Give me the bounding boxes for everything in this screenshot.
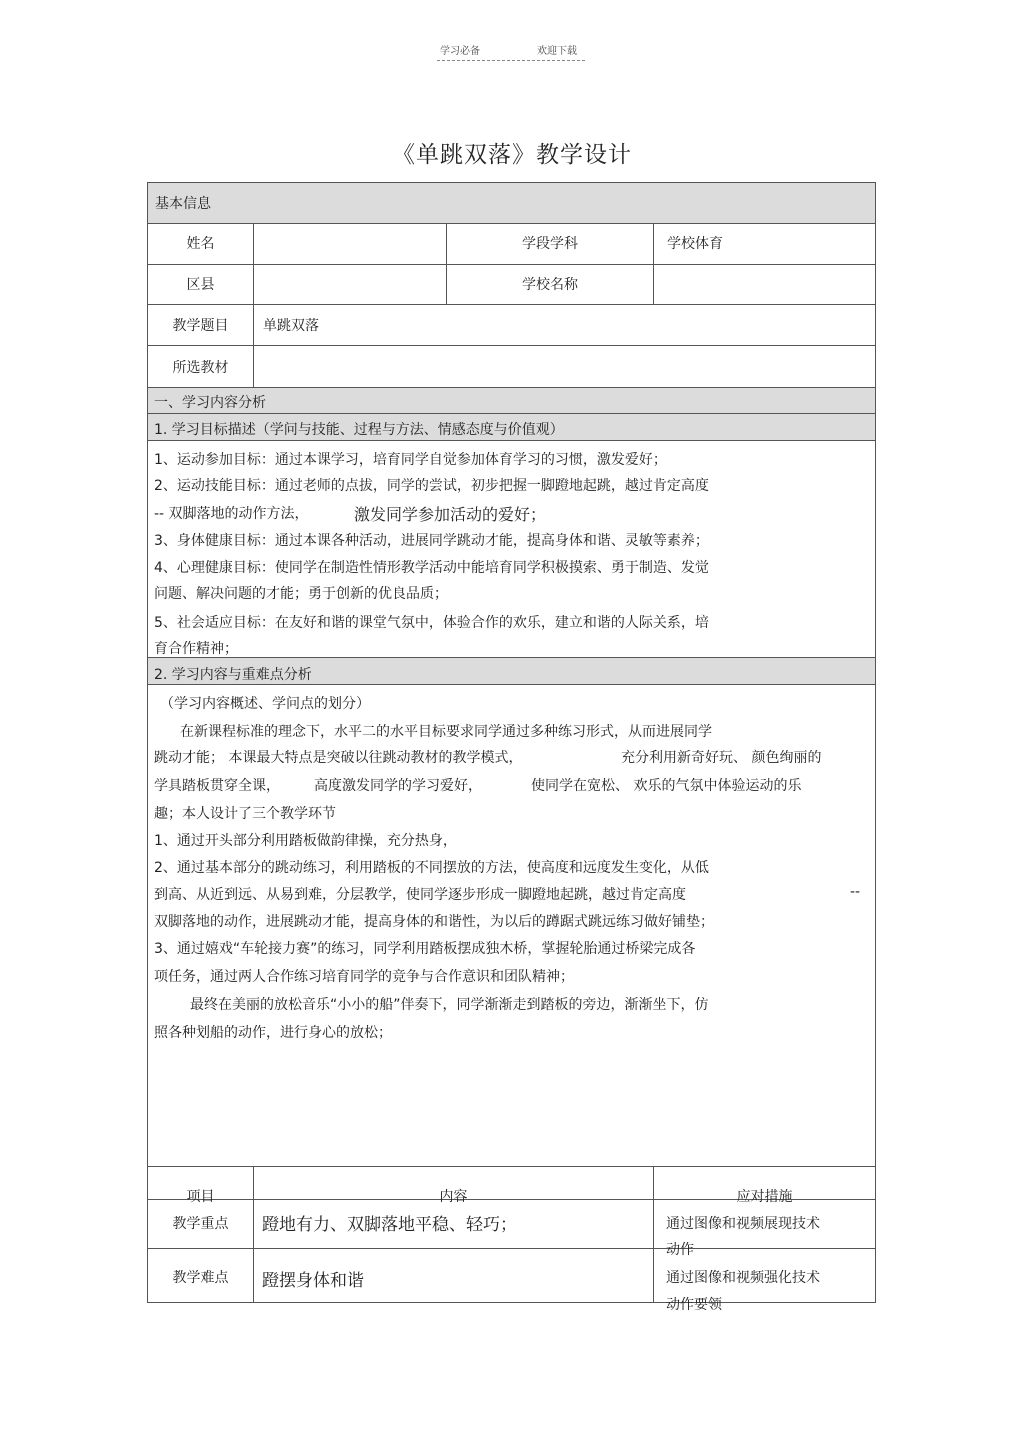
goal-line: -- 双脚落地的动作方法， [154, 506, 309, 522]
key-row-measure: 通过图像和视频展现技术 [666, 1216, 820, 1232]
goal-line: 育合作精神； [154, 641, 238, 657]
content-line: （学习内容概述、学问点的划分） [160, 696, 370, 712]
goal-line: 4、心理健康目标：使同学在制造性情形教学活动中能培育同学积极摸索、勇于制造、发觉 [154, 560, 709, 576]
subject-value: 学校体育 [667, 236, 723, 252]
district-label: 区县 [186, 277, 215, 293]
header-right-text: 欢迎下载 [537, 46, 577, 57]
basic-info-label: 基本信息 [155, 196, 211, 212]
content-line: 双脚落地的动作，进展跳动才能，提高身体的和谐性，为以后的蹲踞式跳远练习做好铺垫； [154, 914, 714, 930]
row-divider [147, 387, 876, 388]
content-line: 在新课程标准的理念下，水平二的水平目标要求同学通过多种练习形式，从而进展同学 [180, 724, 712, 740]
goal-line: 3、身体健康目标：通过本课各种活动，进展同学跳动才能，提高身体和谐、灵敏等素养； [154, 533, 709, 549]
key-row-content: 蹬摆身体和谐 [262, 1271, 364, 1291]
content-line: 3、通过嬉戏“车轮接力赛”的练习，同学利用踏板摆成独木桥，掌握轮胎通过桥梁完成各 [154, 941, 696, 957]
key-header-measure: 应对措施 [736, 1189, 793, 1205]
row-divider [147, 223, 876, 224]
content-line: 趣；本人设计了三个教学环节 [154, 806, 336, 822]
row-divider [147, 1166, 876, 1167]
content-line: 到高、从近到远、从易到难，分层教学，使同学逐步形成一脚蹬地起跳，越过肯定高度 [154, 887, 686, 903]
key-row-item: 教学难点 [172, 1270, 229, 1286]
content-line: 2、通过基本部分的跳动练习，利用踏板的不同摆放的方法，使高度和远度发生变化，从低 [154, 860, 709, 876]
goal-line: 问题、解决问题的才能；勇于创新的优良品质； [154, 586, 448, 602]
name-label: 姓名 [186, 236, 215, 252]
row-divider [147, 413, 876, 414]
content-line: 使同学在宽松、 欢乐的气氛中体验运动的乐 [531, 778, 802, 794]
topic-label: 教学题目 [172, 318, 229, 334]
design-table [147, 182, 876, 1303]
header-divider [437, 60, 585, 61]
row-divider [147, 1248, 876, 1249]
topic-value: 单跳双落 [263, 318, 319, 334]
document-title: 《单跳双落》教学设计 [392, 142, 632, 168]
goal-line: 2、运动技能目标：通过老师的点拔，同学的尝试，初步把握一脚蹬地起跳，越过肯定高度 [154, 478, 709, 494]
row-divider [147, 440, 876, 441]
key-row-measure: 动作 [666, 1242, 694, 1258]
key-row-measure: 动作要领 [666, 1297, 722, 1313]
content-line: 1、通过开头部分利用踏板做韵律操，充分热身， [154, 833, 457, 849]
row-divider [147, 264, 876, 265]
key-row-content: 蹬地有力、双脚落地平稳、轻巧； [262, 1215, 517, 1235]
row-divider [147, 304, 876, 305]
content-line: 充分利用新奇好玩、 颜色绚丽的 [621, 750, 822, 766]
content-line: -- [850, 884, 861, 900]
content-line: 照各种划船的动作，进行身心的放松； [154, 1025, 392, 1041]
section2-title: 2. 学习内容与重难点分析 [154, 667, 312, 683]
header-left-text: 学习必备 [440, 46, 480, 57]
material-label: 所选教材 [172, 360, 229, 376]
subject-label: 学段学科 [522, 236, 578, 252]
key-row-measure: 通过图像和视频强化技术 [666, 1270, 820, 1286]
content-line: 跳动才能； 本课最大特点是突破以往跳动教材的教学模式， [154, 750, 523, 766]
key-row-item: 教学重点 [172, 1216, 229, 1232]
content-line: 项任务，通过两人合作练习培育同学的竞争与合作意识和团队精神； [154, 969, 574, 985]
goal-line: 1、运动参加目标：通过本课学习，培育同学自觉参加体育学习的习惯，激发爱好； [154, 452, 667, 468]
row-divider [147, 657, 876, 658]
content-line: 学具踏板贯穿全课， [154, 778, 280, 794]
section1-title: 一、学习内容分析 [154, 395, 266, 411]
goal-line: 5、社会适应目标：在友好和谐的课堂气氛中，体验合作的欢乐，建立和谐的人际关系，培 [154, 615, 709, 631]
content-line: 最终在美丽的放松音乐“小小的船”伴奏下，同学渐渐走到踏板的旁边，渐渐坐下，仿 [190, 997, 709, 1013]
school-label: 学校名称 [522, 277, 578, 293]
row-divider [147, 345, 876, 346]
goal-line: 激发同学参加活动的爱好； [354, 505, 547, 524]
section1-subtitle: 1. 学习目标描述（学问与技能、过程与方法、情感态度与价值观） [154, 422, 564, 438]
row-divider [147, 684, 876, 685]
col-divider [253, 223, 254, 387]
key-header-item: 项目 [186, 1189, 215, 1205]
key-header-content: 内容 [439, 1189, 468, 1205]
col-divider [653, 223, 654, 304]
content-line: 高度激发同学的学习爱好， [314, 778, 482, 794]
